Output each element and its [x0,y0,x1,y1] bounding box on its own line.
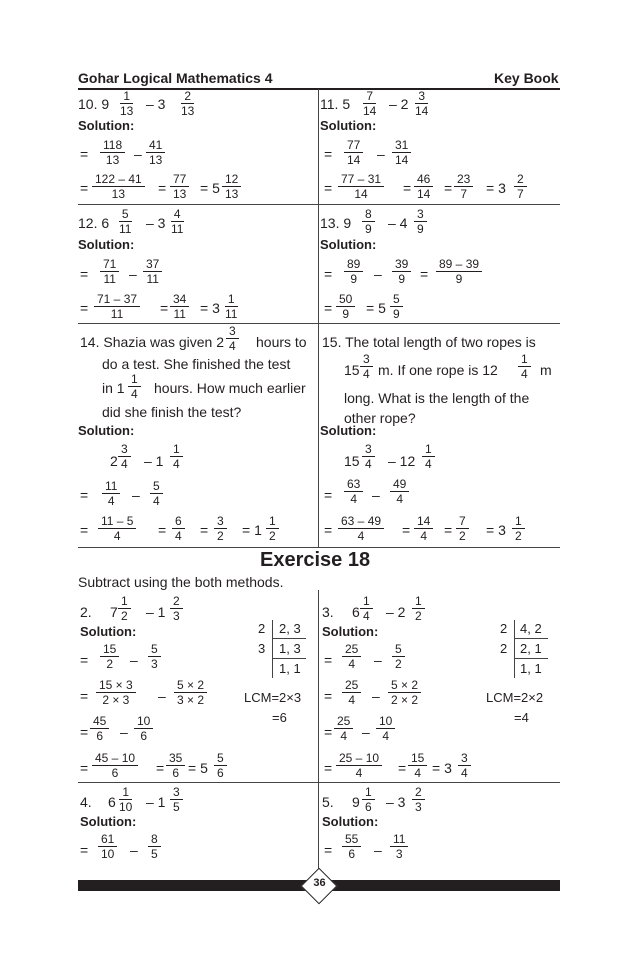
mixed-whole: = 3 [486,180,506,196]
equals-sign: = [200,522,209,538]
lcm-text: =4 [514,710,529,725]
division-line [272,638,306,639]
solution-label: Solution: [320,237,377,252]
equals-sign: = [324,724,333,740]
operator: – 1 [146,794,166,810]
solution-label: Solution: [320,423,377,438]
fraction: $\frac{39}{9}$ [392,257,411,286]
minus-sign: – [374,266,382,282]
fraction: $\frac{5}{6}$ [214,751,227,780]
fraction: $\frac{49}{4}$ [390,477,409,506]
minus-sign: – [130,652,138,668]
operator: – 2 [386,604,406,620]
fraction: $\frac{1}{6}$ [362,785,375,814]
fraction: $\frac{15}{2}$ [100,642,119,671]
division-divisor: 2 [500,621,508,636]
minus-sign: – [134,146,142,162]
fraction: $\frac{122 - 41}{13}$ [92,172,145,201]
fraction: $\frac{71}{11}$ [100,257,119,286]
fraction: $\frac{4}{11}$ [171,207,184,236]
fraction: $\frac{1}{13}$ [120,89,134,118]
mixed-whole: 15 [344,453,360,469]
minus-sign: – [129,266,137,282]
division-value: 2, 3 [279,621,301,636]
fraction: $\frac{1}{11}$ [225,292,238,321]
division-value: 2, 1 [520,641,542,656]
question-text: hours to [256,334,307,350]
fraction: $\frac{31}{14}$ [392,138,411,167]
question-number: 5. [322,794,334,810]
fraction: $\frac{3}{4}$ [226,324,239,353]
row-divider [78,782,560,783]
question-number: 3. [322,604,334,620]
fraction: $\frac{77}{14}$ [344,138,363,167]
solution-label: Solution: [78,423,135,438]
minus-sign: – [158,688,166,704]
fraction: $\frac{3}{4}$ [360,352,373,381]
division-divisor: 2 [258,621,266,636]
solution-label: Solution: [322,624,379,639]
fraction: $\frac{11}{4}$ [102,479,120,508]
equals-sign: = [398,760,407,776]
fraction: $\frac{2}{3}$ [412,785,425,814]
fraction: $\frac{89}{9}$ [344,257,363,286]
mixed-whole: = 3 [432,760,452,776]
equals-sign: = [324,842,333,858]
operator: – 3 [146,215,166,231]
equals-sign: = [80,652,89,668]
division-value: 4, 2 [520,621,542,636]
question-number: 10. 9 [78,96,110,112]
question-number: 13. 9 [320,215,352,231]
fraction: $\frac{12}{13}$ [222,172,241,201]
operator: – 12 [388,453,416,469]
equals-sign: = [158,180,167,196]
fraction: $\frac{2}{13}$ [181,89,195,118]
header-rule [78,88,560,90]
operator: – 4 [388,215,408,231]
equals-sign: = [324,522,333,538]
fraction: $\frac{3}{4}$ [362,442,375,471]
equals-sign: = [80,724,89,740]
equals-sign: = [80,688,89,704]
operator: – 1 [146,604,166,620]
fraction: $\frac{63}{4}$ [344,477,363,506]
question-text: 15. The total length of two ropes is [322,334,536,350]
column-divider [318,590,319,870]
fraction: $\frac{3}{2}$ [214,514,227,543]
fraction: $\frac{10}{4}$ [376,714,395,743]
mixed-whole: = 5 [200,180,220,196]
fraction: $\frac{1}{2}$ [266,514,279,543]
equals-sign: = [324,300,333,316]
equals-sign: = [324,146,333,162]
question-text: long. What is the length of the [344,390,530,406]
fraction: $\frac{41}{13}$ [146,138,165,167]
minus-sign: – [362,724,370,740]
division-line [272,620,273,678]
equals-sign: = [160,300,169,316]
operator: – 1 [144,453,164,469]
fraction: $\frac{46}{14}$ [414,172,433,201]
equals-sign: = [324,688,333,704]
equals-sign: = [80,180,89,196]
division-line [272,658,306,659]
column-divider [318,89,319,547]
solution-label: Solution: [78,118,135,133]
equals-sign: = [80,146,89,162]
mixed-whole: 2 [110,453,118,469]
equals-sign: = [324,180,333,196]
fraction: $\frac{77}{13}$ [170,172,189,201]
equals-sign: = [324,760,333,776]
division-value: 1, 1 [279,661,301,676]
division-line [514,658,548,659]
fraction: $\frac{55}{6}$ [342,832,361,861]
exercise-title: Exercise 18 [260,549,371,571]
fraction: $\frac{63 - 49}{4}$ [338,514,384,543]
minus-sign: – [374,652,382,668]
row-divider [78,547,560,548]
fraction: $\frac{1}{4}$ [170,442,183,471]
key-book-label: Key Book [494,70,559,86]
division-value: 1, 3 [279,641,301,656]
fraction: $\frac{1}{2}$ [512,514,525,543]
fraction: $\frac{2}{7}$ [514,172,527,201]
equals-sign: = [324,652,333,668]
minus-sign: – [130,842,138,858]
question-text: m. If one rope is 12 [378,362,498,378]
page-number: 36 [313,877,326,889]
fraction: $\frac{25}{4}$ [334,714,353,743]
fraction: $\frac{5}{3}$ [148,642,161,671]
division-divisor: 3 [258,641,266,656]
fraction: $\frac{8}{5}$ [148,832,161,861]
solution-label: Solution: [80,624,137,639]
fraction: $\frac{3}{5}$ [170,785,183,814]
fraction: $\frac{11}{3}$ [390,832,408,861]
operator: – 2 [389,96,409,112]
fraction: $\frac{14}{4}$ [414,514,433,543]
mixed-whole: = 1 [242,522,262,538]
question-number: 2. [80,604,92,620]
question-text: did she finish the test? [102,404,242,420]
question-text: 14. Shazia was given 2 [80,334,224,350]
division-value: 1, 1 [520,661,542,676]
mixed-whole: = 5 [188,760,208,776]
fraction: $\frac{50}{9}$ [336,292,355,321]
fraction: $\frac{15}{4}$ [408,751,427,780]
equals-sign: = [444,180,453,196]
equals-sign: = [80,842,89,858]
division-line [514,620,515,678]
fraction: $\frac{7}{2}$ [456,514,469,543]
fraction: $\frac{15 \times 3}{2 \times 3}$ [96,678,136,707]
fraction: $\frac{1}{10}$ [119,785,133,814]
fraction: $\frac{25}{4}$ [342,642,361,671]
fraction: $\frac{89 - 39}{9}$ [436,257,482,286]
question-text: in 1 [102,380,125,396]
operator: – 3 [146,96,166,112]
mixed-whole: 6 [352,604,360,620]
fraction: $\frac{118}{13}$ [100,138,125,167]
fraction: $\frac{45}{6}$ [90,714,109,743]
fraction: $\frac{77 - 31}{14}$ [338,172,384,201]
equals-sign: = [324,487,333,503]
fraction: $\frac{7}{14}$ [363,89,377,118]
equals-sign: = [324,266,333,282]
fraction: $\frac{10}{6}$ [134,714,153,743]
minus-sign: – [372,688,380,704]
division-divisor: 2 [500,641,508,656]
minus-sign: – [372,487,380,503]
fraction: $\frac{5 \times 2}{3 \times 2}$ [174,678,207,707]
exercise-instruction: Subtract using the both methods. [78,574,284,590]
solution-label: Solution: [80,814,137,829]
question-number: 4. [80,794,92,810]
mixed-whole: 9 [352,794,360,810]
mixed-whole: = 3 [486,522,506,538]
equals-sign: = [80,266,89,282]
minus-sign: – [120,724,128,740]
fraction: $\frac{5}{2}$ [392,642,405,671]
row-divider [78,204,560,205]
fraction: $\frac{61}{10}$ [98,832,117,861]
mixed-whole: 6 [108,794,116,810]
question-number: 11. 5 [320,96,351,112]
equals-sign: = [80,487,89,503]
fraction: $\frac{1}{2}$ [412,594,425,623]
fraction: $\frac{5}{4}$ [150,479,163,508]
fraction: $\frac{8}{9}$ [362,207,375,236]
fraction: $\frac{3}{9}$ [414,207,427,236]
fraction: $\frac{37}{11}$ [143,257,162,286]
fraction: $\frac{3}{4}$ [118,442,131,471]
equals-sign: = [80,522,89,538]
row-divider [78,323,560,324]
mixed-whole: = 5 [366,300,386,316]
minus-sign: – [132,487,140,503]
solution-label: Solution: [322,814,379,829]
solution-label: Solution: [78,237,135,252]
lcm-text: =6 [272,710,287,725]
fraction: $\frac{5}{9}$ [390,292,403,321]
equals-sign: = [402,522,411,538]
fraction: $\frac{3}{14}$ [415,89,429,118]
equals-sign: = [80,300,89,316]
division-line [514,638,548,639]
mixed-whole: = 3 [200,300,220,316]
fraction: $\frac{23}{7}$ [454,172,473,201]
fraction: $\frac{45 - 10}{6}$ [92,751,138,780]
fraction: $\frac{35}{6}$ [166,751,185,780]
lcm-text: LCM=2×2 [486,690,544,705]
question-text: m [540,362,552,378]
fraction: $\frac{5}{11}$ [119,207,132,236]
mixed-whole: 15 [344,362,360,378]
question-text: other rope? [344,410,416,426]
equals-sign: = [80,760,89,776]
minus-sign: – [377,146,385,162]
mixed-whole: 7 [110,604,118,620]
fraction: $\frac{25 - 10}{4}$ [336,751,382,780]
fraction: $\frac{11 - 5}{4}$ [98,514,136,543]
book-title: Gohar Logical Mathematics 4 [78,70,273,86]
lcm-text: LCM=2×3 [244,690,302,705]
fraction: $\frac{1}{2}$ [118,594,131,623]
fraction: $\frac{1}{4}$ [128,372,141,401]
equals-sign: = [403,180,412,196]
question-text: do a test. She finished the test [102,356,291,372]
equals-sign: = [156,760,165,776]
fraction: $\frac{6}{4}$ [172,514,185,543]
fraction: $\frac{1}{4}$ [518,352,531,381]
equals-sign: = [158,522,167,538]
fraction: $\frac{25}{4}$ [342,678,361,707]
solution-label: Solution: [320,118,377,133]
question-text: hours. How much earlier [154,380,306,396]
fraction: $\frac{3}{4}$ [458,751,471,780]
fraction: $\frac{34}{11}$ [170,292,189,321]
fraction: $\frac{1}{4}$ [360,594,373,623]
fraction: $\frac{71 - 37}{11}$ [94,292,140,321]
operator: – 3 [386,794,406,810]
minus-sign: – [374,842,382,858]
fraction: $\frac{1}{4}$ [422,442,435,471]
fraction: $\frac{2}{3}$ [170,594,183,623]
equals-sign: = [420,266,429,282]
equals-sign: = [444,522,453,538]
fraction: $\frac{5 \times 2}{2 \times 2}$ [388,678,421,707]
question-number: 12. 6 [78,215,110,231]
